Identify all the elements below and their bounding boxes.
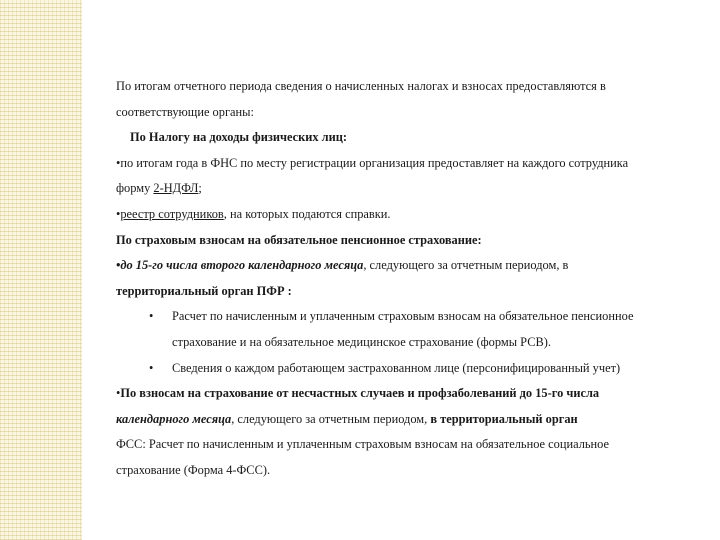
pfr-deadline: •до 15-го числа второго календарного месяца <box>116 258 364 273</box>
document-body <box>116 74 706 484</box>
sub-bullet-glyph: • <box>149 309 154 324</box>
pfr-sub-bullet-1-line-1 <box>116 304 706 330</box>
decorative-side-stripe <box>0 0 82 540</box>
intro-line-2: соответствующие органы: <box>116 104 254 119</box>
ndfl-form-prefix: форму <box>116 181 154 196</box>
fss-line-2-mid: , следующего за отчетным периодом, <box>231 411 431 426</box>
employee-registry-link[interactable]: реестр сотрудников <box>120 206 224 221</box>
pfr-bullet-1-line-2: территориальный орган ПФР : <box>116 283 292 298</box>
ndfl-bullet-1-line-2 <box>116 176 706 202</box>
ndfl-bullet-2 <box>116 202 706 228</box>
fss-line-1 <box>116 381 706 407</box>
bullet-glyph: • <box>116 386 121 401</box>
pfr-bullet-1-rest: , следующего за отчетным периодом, в <box>363 258 569 273</box>
pfr-sub-bullet-2 <box>116 356 706 382</box>
ndfl-heading: По Налогу на доходы физических лиц: <box>130 130 348 145</box>
fss-line-4: страхование (Форма 4-ФСС). <box>116 462 271 477</box>
fss-line-3: ФСС: Расчет по начисленным и уплаченным страховым взносам на обязательное социальное <box>116 437 610 452</box>
pfr-sub-bullet-1-line-2 <box>116 330 706 356</box>
fss-heading: По взносам на страхование от несчастных случаев и профзаболеваний до 15-го числа <box>120 386 600 401</box>
pfr-heading: По страховым взносам на обязательное пенсионное страхование: <box>116 232 482 247</box>
pfr-bullet-1-line-1 <box>116 253 706 279</box>
pfr-sub-bullet-1-text-1: Расчет по начисленным и уплаченным страховым взносам на обязательное пенсионное <box>172 309 634 324</box>
fss-line-2 <box>116 407 706 433</box>
ndfl-form-link[interactable]: 2-НДФЛ <box>153 181 199 196</box>
ndfl-form-suffix: ; <box>198 181 202 196</box>
pfr-sub-bullet-1-text-2: страхование и на обязательное медицинское страхование (формы РСВ). <box>172 334 551 349</box>
sub-bullet-glyph: • <box>149 360 154 375</box>
ndfl-bullet-2-rest: , на которых подаются справки. <box>223 206 391 221</box>
pfr-sub-bullet-2-text: Сведения о каждом работающем застрахованном лице (персонифицированный учет) <box>172 360 621 375</box>
fss-deadline: календарного месяца <box>116 411 232 426</box>
fss-authority: в территориальный орган <box>430 411 578 426</box>
bullet-glyph: • <box>116 206 121 221</box>
ndfl-bullet-1-line-1: •по итогам года в ФНС по месту регистрации организация предоставляет на каждого сотрудника <box>116 155 629 170</box>
intro-line-1: По итогам отчетного периода сведения о начисленных налогах и взносах предоставляются в <box>116 79 606 93</box>
